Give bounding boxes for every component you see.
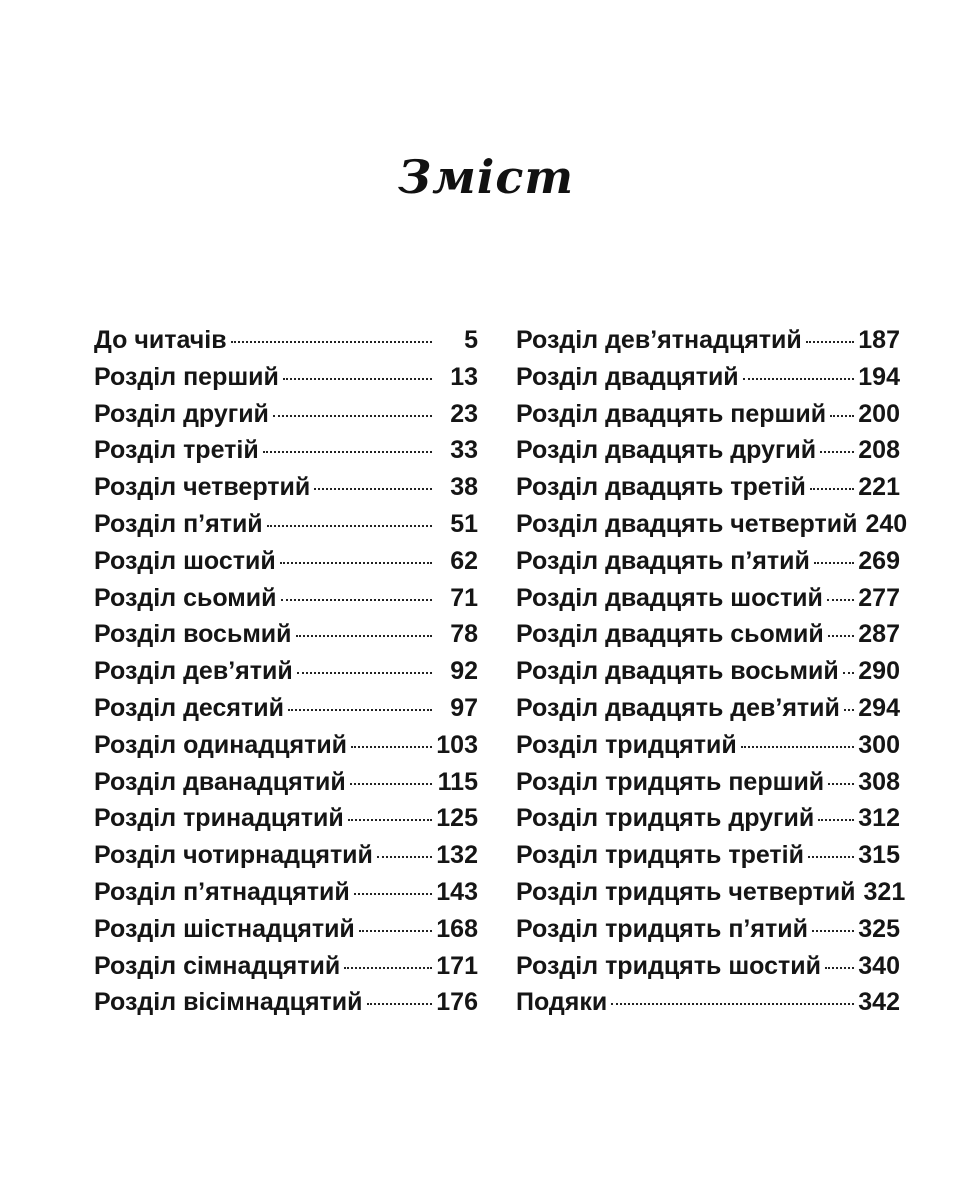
toc-entry-page-number: 171	[436, 951, 478, 980]
toc-entry-label: Розділ дев’ятнадцятий	[516, 326, 802, 354]
toc-entry-label: Розділ тридцять перший	[516, 767, 825, 796]
toc-entry-page-number: 240	[865, 509, 908, 538]
toc-entry-label: Розділ двадцять шостий	[516, 583, 823, 612]
toc-entry-page-number: 23	[450, 399, 478, 428]
toc-entry[interactable]	[516, 690, 900, 727]
dot-leader	[359, 930, 432, 932]
toc-entry-label: Розділ тридцять шостий	[516, 951, 821, 980]
toc-entry[interactable]	[516, 764, 900, 801]
toc-column-right	[516, 322, 908, 1021]
toc-entry[interactable]	[516, 911, 900, 948]
toc-entry-page-number: 103	[436, 730, 478, 759]
toc-entry-page-number: 115	[437, 767, 478, 796]
toc-entry-label: Розділ сімнадцятий	[94, 951, 341, 980]
dot-leader	[296, 635, 432, 637]
toc-entry-page-number: 221	[858, 473, 900, 502]
toc-entry-label: Розділ двадцять перший	[516, 399, 827, 428]
dot-leader	[231, 341, 432, 343]
toc-entry-page-number: 51	[450, 509, 478, 538]
toc-entry[interactable]	[94, 690, 478, 727]
dot-leader	[314, 488, 432, 490]
toc-entry[interactable]	[516, 506, 908, 543]
toc-entry[interactable]	[516, 874, 906, 911]
toc-entry[interactable]	[94, 984, 478, 1021]
dot-leader	[814, 562, 854, 564]
toc-entry[interactable]	[94, 948, 478, 985]
page-title: Зміст	[397, 150, 575, 204]
toc-entry[interactable]	[516, 543, 900, 580]
toc-entry[interactable]	[94, 727, 478, 764]
dot-leader	[344, 967, 432, 969]
toc-column-left	[94, 322, 478, 1021]
toc-entry-page-number: 194	[858, 362, 900, 391]
toc-entry-label: Розділ дванадцятий	[94, 767, 346, 796]
toc-entry[interactable]	[516, 653, 900, 690]
toc-entry-page-number: 13	[450, 362, 478, 391]
toc-entry-page-number: 208	[858, 436, 900, 465]
toc-entry-page-number: 315	[858, 841, 900, 870]
toc-entry-page-number: 294	[858, 693, 900, 722]
toc-entry[interactable]	[516, 984, 900, 1021]
dot-leader	[297, 672, 432, 674]
toc-entry-label: Розділ двадцять дев’ятий	[516, 693, 840, 722]
toc-entry[interactable]	[516, 469, 900, 506]
dot-leader	[808, 856, 854, 858]
toc-entry-label: Розділ двадцять четвертий	[516, 509, 858, 538]
toc-entry-label: Розділ п’ятнадцятий	[94, 877, 350, 906]
dot-leader	[267, 525, 432, 527]
dot-leader	[351, 746, 432, 748]
toc-entry-page-number: 132	[436, 841, 478, 870]
toc-entry[interactable]	[94, 432, 478, 469]
dot-leader	[741, 746, 855, 748]
toc-entry-page-number: 176	[436, 988, 478, 1017]
toc-entry[interactable]	[94, 616, 478, 653]
toc-entry[interactable]	[94, 653, 478, 690]
toc-entry-label: Розділ двадцять сьомий	[516, 620, 824, 649]
toc-entry-page-number: 277	[858, 583, 900, 612]
toc-entry-page-number: 300	[858, 730, 900, 759]
toc-entry[interactable]	[516, 432, 900, 469]
dot-leader	[820, 451, 854, 453]
toc-entry-label: Розділ сьомий	[94, 583, 277, 612]
toc-entry-label: Розділ двадцять п’ятий	[516, 546, 810, 575]
toc-entry-page-number: 78	[450, 620, 478, 649]
toc-entry[interactable]	[94, 322, 478, 359]
toc-entry[interactable]	[94, 359, 478, 396]
toc-entry[interactable]	[94, 396, 478, 433]
toc-entry[interactable]	[516, 580, 900, 617]
dot-leader	[348, 819, 432, 821]
dot-leader	[743, 378, 855, 380]
toc-entry[interactable]	[94, 543, 478, 580]
toc-entry-label: Розділ перший	[94, 362, 279, 391]
dot-leader	[812, 930, 854, 932]
dot-leader	[806, 341, 854, 343]
toc-entry-page-number: 38	[450, 473, 478, 502]
toc-entry[interactable]	[94, 874, 478, 911]
toc-entry-page-number: 33	[450, 436, 478, 465]
toc-entry-page-number: 143	[436, 877, 478, 906]
toc-entry[interactable]	[516, 396, 900, 433]
dot-leader	[263, 451, 432, 453]
toc-entry-page-number: 5	[464, 326, 478, 354]
toc-entry-label: Розділ другий	[94, 399, 269, 428]
toc-entry[interactable]	[94, 911, 478, 948]
toc-entry-label: Розділ чотирнадцятий	[94, 841, 373, 870]
toc-entry-label: Розділ шостий	[94, 546, 276, 575]
dot-leader	[377, 856, 432, 858]
toc-entry-page-number: 125	[436, 804, 478, 833]
toc-entry[interactable]	[94, 837, 478, 874]
toc-entry[interactable]	[516, 948, 900, 985]
toc-entry-label: Розділ двадцять восьмий	[516, 657, 839, 686]
toc-entry-label: Розділ тринадцятий	[94, 804, 344, 833]
dot-leader	[825, 967, 854, 969]
toc-entry-label: Розділ дев’ятий	[94, 657, 293, 686]
toc-entry-label: Подяки	[516, 988, 608, 1017]
dot-leader	[350, 783, 432, 785]
toc-entry-label: Розділ двадцятий	[516, 362, 739, 391]
dot-leader	[818, 819, 854, 821]
toc-entry-label: Розділ тридцять другий	[516, 804, 815, 833]
toc-entry-page-number: 168	[436, 914, 478, 943]
dot-leader	[828, 635, 855, 637]
toc-entry[interactable]	[94, 506, 478, 543]
toc-entry[interactable]	[516, 616, 900, 653]
toc-entry[interactable]	[516, 322, 900, 359]
toc-entry-page-number: 321	[863, 877, 906, 906]
toc-entry-label: Розділ восьмий	[94, 620, 292, 649]
toc-entry[interactable]	[516, 727, 900, 764]
dot-leader	[367, 1003, 432, 1005]
dot-leader	[281, 599, 432, 601]
dot-leader	[843, 672, 855, 674]
toc-entry-page-number: 308	[858, 767, 900, 796]
dot-leader	[810, 488, 854, 490]
toc-entry-page-number: 92	[450, 657, 478, 686]
toc-entry-page-number: 269	[858, 546, 900, 575]
toc-entry-page-number: 71	[450, 583, 478, 612]
toc-entry-label: Розділ тридцять третій	[516, 841, 804, 870]
toc-entry-label: Розділ десятий	[94, 693, 284, 722]
toc-entry-page-number: 62	[450, 546, 478, 575]
toc-entry-page-number: 290	[858, 657, 900, 686]
toc-entry-label: Розділ тридцятий	[516, 730, 737, 759]
dot-leader	[830, 415, 854, 417]
dot-leader	[273, 415, 432, 417]
toc-entry-label: Розділ шістнадцятий	[94, 914, 355, 943]
toc-entry-page-number: 187	[858, 326, 900, 354]
toc-entry[interactable]	[94, 764, 478, 801]
toc-entry-label: Розділ тридцять четвертий	[516, 877, 856, 906]
toc-entry-label: Розділ тридцять п’ятий	[516, 914, 808, 943]
toc-entry-label: Розділ двадцять третій	[516, 473, 806, 502]
toc-entry-label: Розділ вісімнадцятий	[94, 988, 363, 1017]
dot-leader	[280, 562, 432, 564]
toc-entry-label: До читачів	[94, 326, 227, 354]
dot-leader	[283, 378, 432, 380]
toc-entry[interactable]	[94, 800, 478, 837]
toc-entry[interactable]	[94, 580, 478, 617]
toc-entry[interactable]	[516, 800, 900, 837]
dot-leader	[288, 709, 432, 711]
toc-entry-label: Розділ п’ятий	[94, 509, 263, 538]
toc-entry-page-number: 340	[858, 951, 900, 980]
toc-entry[interactable]	[94, 469, 478, 506]
toc-entry-page-number: 312	[858, 804, 900, 833]
toc-entry-page-number: 342	[858, 988, 900, 1017]
dot-leader	[844, 709, 854, 711]
dot-leader	[828, 783, 854, 785]
dot-leader	[611, 1003, 854, 1005]
toc-entry-label: Розділ четвертий	[94, 473, 311, 502]
dot-leader	[354, 893, 432, 895]
toc-entry-page-number: 97	[450, 693, 478, 722]
toc-entry-label: Розділ двадцять другий	[516, 436, 817, 465]
toc-entry-page-number: 200	[858, 399, 900, 428]
toc-entry-page-number: 325	[858, 914, 900, 943]
toc-entry[interactable]	[516, 837, 900, 874]
toc-entry[interactable]	[516, 359, 900, 396]
toc-entry-label: Розділ одинадцятий	[94, 730, 348, 759]
dot-leader	[827, 599, 854, 601]
toc-entry-label: Розділ третій	[94, 436, 259, 465]
toc-entry-page-number: 287	[858, 620, 900, 649]
